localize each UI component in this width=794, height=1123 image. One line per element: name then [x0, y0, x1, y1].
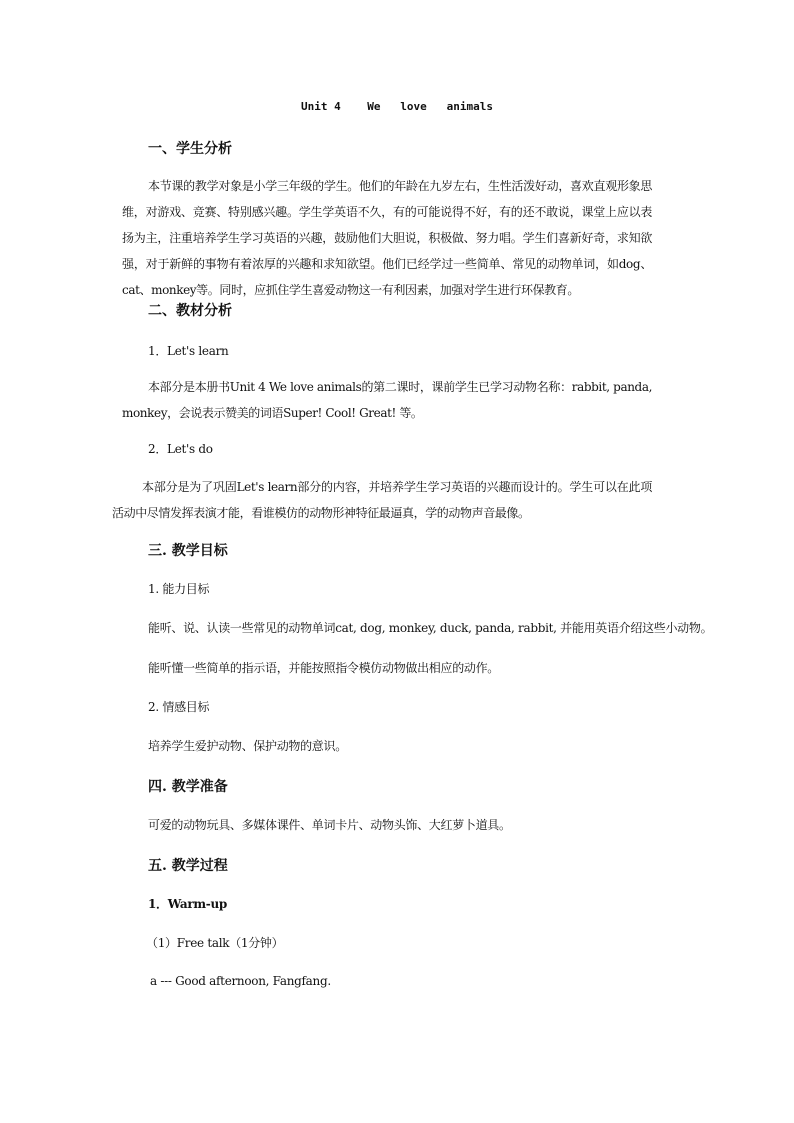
subheading-lets-do: 2．Let's do — [148, 442, 213, 456]
section-heading-student-analysis: 一、学生分析 — [148, 141, 232, 157]
paragraph-student-analysis: 本节课的教学对象是小学三年级的学生。他们的年龄在九岁左右，生性活泼好动，喜欢直观形象思维，对游戏、竞赛、特别感兴趣。学生学英语不久，有的可能说得不好，有的还不敢说，课堂上应以表扬为主，注重培养学生学习英语的兴趣，鼓励他们大胆说，积极做、努力唱。学生们喜新好奇，求知欲强，对于新鲜的事物有着浓厚的兴趣和求知欲望。他们已经学过一些简单、常见的动物单词，如dog、cat、monkey等。同时，应抓住学生喜爱动物这一有利因素，加强对学生进行环保教育。 — [122, 179, 652, 297]
goal-line-vocabulary: 能听、说、认读一些常见的动物单词cat, dog, monkey, duck, panda, rabbit, 并能用英语介绍这些小动物。 — [148, 621, 713, 635]
subheading-emotional-goals: 2. 情感目标 — [148, 700, 210, 714]
goal-line-protect-animals: 培养学生爱护动物、保护动物的意识。 — [148, 739, 347, 753]
page-title: Unit 4 We love animals — [300, 100, 494, 113]
dialogue-line-a: a --- Good afternoon, Fangfang. — [150, 974, 331, 988]
paragraph-lets-learn: 本部分是本册书Unit 4 We love animals的第二课时，课前学生已学习动物名称：rabbit, panda, monkey，会说表示赞美的词语Super! Cool! Great! 等。 — [122, 380, 652, 420]
subheading-lets-learn: 1．Let's learn — [148, 344, 229, 358]
paragraph-lets-do: 本部分是为了巩固Let's learn部分的内容，并培养学生学习英语的兴趣而设计的。学生可以在此项活动中尽情发挥表演才能，看谁模仿的动物形神特征最逼真，学的动物声音最像。 — [112, 480, 652, 520]
section-heading-material-analysis: 二、教材分析 — [148, 303, 232, 319]
section-heading-teaching-process: 五. 教学过程 — [148, 858, 228, 874]
section-heading-preparation: 四. 教学准备 — [148, 779, 228, 795]
preparation-line: 可爱的动物玩具、多媒体课件、单词卡片、动物头饰、大红萝卜道具。 — [148, 818, 511, 832]
goal-line-instructions: 能听懂一些简单的指示语，并能按照指令模仿动物做出相应的动作。 — [148, 661, 500, 675]
subheading-ability-goals: 1. 能力目标 — [148, 582, 210, 596]
subheading-warm-up: 1．Warm-up — [148, 897, 227, 911]
section-heading-teaching-goals: 三. 教学目标 — [148, 543, 228, 559]
subheading-free-talk: （1）Free talk（1分钟） — [146, 936, 284, 950]
